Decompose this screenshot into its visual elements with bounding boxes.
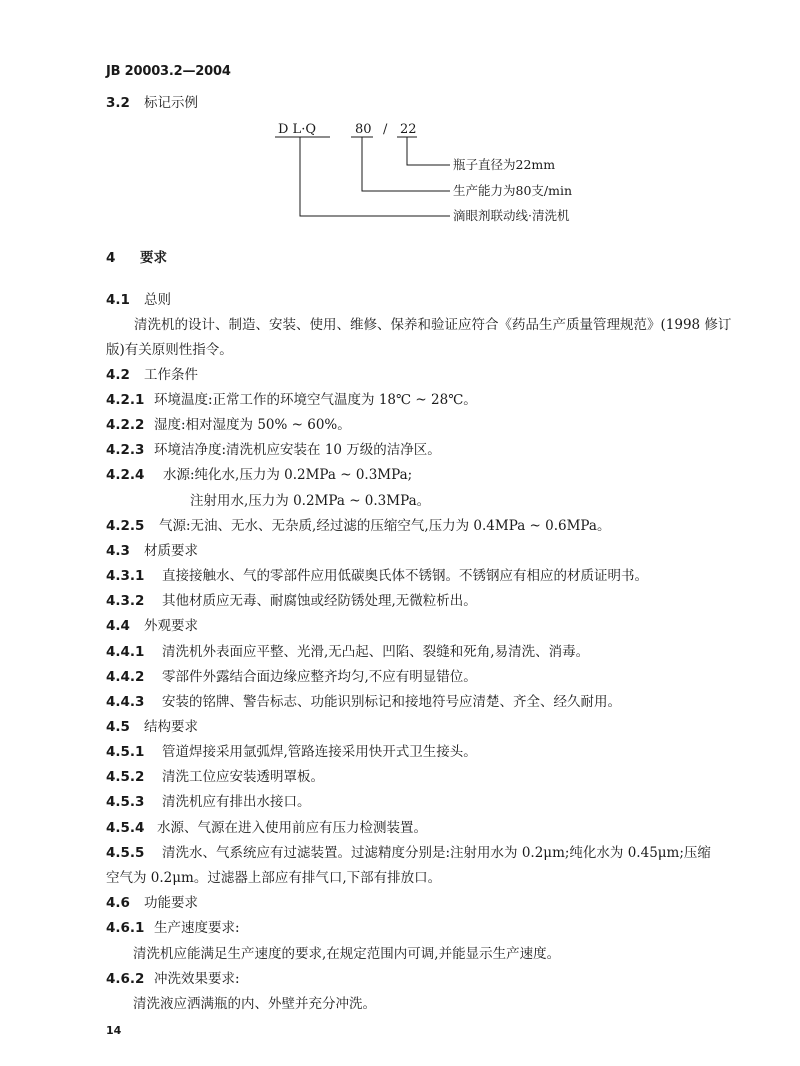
item-text: 环境洁净度:清洗机应安装在 10 万级的洁净区。 (154, 442, 441, 458)
item-4-6-1 (106, 916, 240, 936)
item-text: 清洗机应有排出水接口。 (162, 794, 311, 810)
item-4-5-4 (106, 816, 427, 836)
section-title: 标记示例 (144, 95, 198, 111)
item-4-5-2 (106, 765, 324, 785)
item-number: 4.2.2 (106, 417, 145, 433)
item-number: 4.2.5 (106, 518, 145, 534)
item-4-1-paragraph: 清洗机的设计、制造、安装、使用、维修、保养和验证应符合《药品生产质量管理规范》(1998 修订 (134, 317, 732, 333)
item-4-4-3 (106, 690, 621, 710)
item-number: 4.5 (106, 719, 130, 735)
item-number: 4.2.4 (106, 467, 145, 483)
item-number: 4.4 (106, 618, 130, 634)
item-text: 零部件外露结合面边缘应整齐均匀,不应有明显错位。 (162, 669, 477, 685)
item-number: 4.6 (106, 895, 130, 911)
item-4-6-2 (106, 967, 240, 987)
item-text: 气源:无油、无水、无杂质,经过滤的压缩空气,压力为 0.4MPa ~ 0.6MPa。 (159, 518, 611, 534)
item-text: 环境温度:正常工作的环境空气温度为 18℃ ~ 28℃。 (154, 392, 477, 408)
item-number: 4.3 (106, 543, 130, 559)
item-text: 总则 (144, 292, 171, 308)
section-title: 要求 (140, 250, 167, 266)
item-text: 水源、气源在进入使用前应有压力检测装置。 (157, 820, 427, 836)
item-text: 外观要求 (144, 618, 198, 634)
item-text: 其他材质应无毒、耐腐蚀或经防锈处理,无微粒析出。 (162, 593, 477, 609)
item-number: 4.6.1 (106, 920, 145, 936)
section-number: 3.2 (106, 95, 130, 111)
item-number: 4.2.3 (106, 442, 145, 458)
item-number: 4.2 (106, 367, 130, 383)
item-number: 4.4.1 (106, 644, 145, 660)
leader-speed (362, 137, 450, 191)
item-4-3-2 (106, 589, 477, 609)
item-4-5-3 (106, 790, 311, 810)
item-text: 结构要求 (144, 719, 198, 735)
standard-number: JB 20003.2—2004 (106, 64, 231, 79)
item-4-2-2 (106, 413, 351, 433)
item-text: 清洗机外表面应平整、光滑,无凸起、凹陷、裂缝和死角,易清洗、消毒。 (162, 644, 590, 660)
item-number: 4.5.5 (106, 845, 145, 861)
item-text: 工作条件 (144, 367, 198, 383)
label-diameter: 瓶子直径为22mm (453, 157, 556, 172)
item-4-2-3 (106, 438, 441, 458)
item-text: 冲洗效果要求: (154, 971, 240, 987)
item-number: 4.4.2 (106, 669, 145, 685)
section-number: 4 (106, 250, 116, 266)
item-4-4-1 (106, 640, 589, 660)
leader-dia (407, 137, 450, 165)
leader-name (300, 137, 450, 216)
item-4-1-paragraph-cont: 版)有关原则性指令。 (106, 342, 233, 358)
item-number: 4.5.3 (106, 794, 145, 810)
item-4-5-5 (106, 841, 711, 861)
item-4-5 (106, 715, 198, 735)
item-4-3 (106, 539, 198, 559)
item-number: 4.2.1 (106, 392, 145, 408)
item-text: 安装的铭牌、警告标志、功能识别标记和接地符号应清楚、齐全、经久耐用。 (162, 694, 621, 710)
item-text: 生产速度要求: (154, 920, 240, 936)
code-speed: 80 (355, 122, 372, 137)
item-4-4 (106, 614, 198, 634)
marking-example-diagram (0, 0, 800, 240)
page-number: 14 (106, 1024, 122, 1037)
label-speed: 生产能力为80支/min (453, 183, 573, 198)
item-text: 湿度:相对湿度为 50% ~ 60%。 (154, 417, 351, 433)
section-4-heading (106, 246, 167, 266)
item-text: 材质要求 (144, 543, 198, 559)
item-4-2-5 (106, 514, 610, 534)
item-text: 管道焊接采用氩弧焊,管路连接采用快开式卫生接头。 (162, 744, 477, 760)
item-text: 直接接触水、气的零部件应用低碳奥氏体不锈钢。不锈钢应有相应的材质证明书。 (162, 568, 648, 584)
item-number: 4.5.4 (106, 820, 145, 836)
item-4-4-2 (106, 665, 477, 685)
item-4-3-1 (106, 564, 648, 584)
item-text: 水源:纯化水,压力为 0.2MPa ~ 0.3MPa; (163, 467, 413, 483)
item-4-5-5-cont: 空气为 0.2μm。过滤器上部应有排气口,下部有排放口。 (106, 870, 442, 886)
item-4-2-4-cont: 注射用水,压力为 0.2MPa ~ 0.3MPa。 (190, 493, 431, 509)
item-4-2-1 (106, 388, 477, 408)
item-4-6-1-paragraph: 清洗机应能满足生产速度的要求,在规定范围内可调,并能显示生产速度。 (133, 946, 561, 962)
item-4-6-2-paragraph: 清洗液应洒满瓶的内、外壁并充分冲洗。 (133, 996, 376, 1012)
code-prefix: D L·Q (278, 122, 316, 137)
item-number: 4.5.2 (106, 769, 145, 785)
code-dia: 22 (400, 122, 417, 137)
item-number: 4.4.3 (106, 694, 145, 710)
item-number: 4.3.2 (106, 593, 145, 609)
item-4-2-4 (106, 463, 412, 483)
item-number: 4.6.2 (106, 971, 145, 987)
item-4-2 (106, 363, 198, 383)
item-number: 4.3.1 (106, 568, 145, 584)
item-4-6 (106, 891, 198, 911)
item-text: 清洗工位应安装透明罩板。 (162, 769, 324, 785)
code-slash: / (383, 122, 388, 137)
item-text: 清洗水、气系统应有过滤装置。过滤精度分别是:注射用水为 0.2μm;纯化水为 0.45μm;压缩 (162, 845, 711, 861)
item-4-1 (106, 288, 171, 308)
item-number: 4.5.1 (106, 744, 145, 760)
item-4-5-1 (106, 740, 477, 760)
item-text: 功能要求 (144, 895, 198, 911)
label-name: 滴眼剂联动线·清洗机 (453, 208, 570, 223)
item-number: 4.1 (106, 292, 130, 308)
